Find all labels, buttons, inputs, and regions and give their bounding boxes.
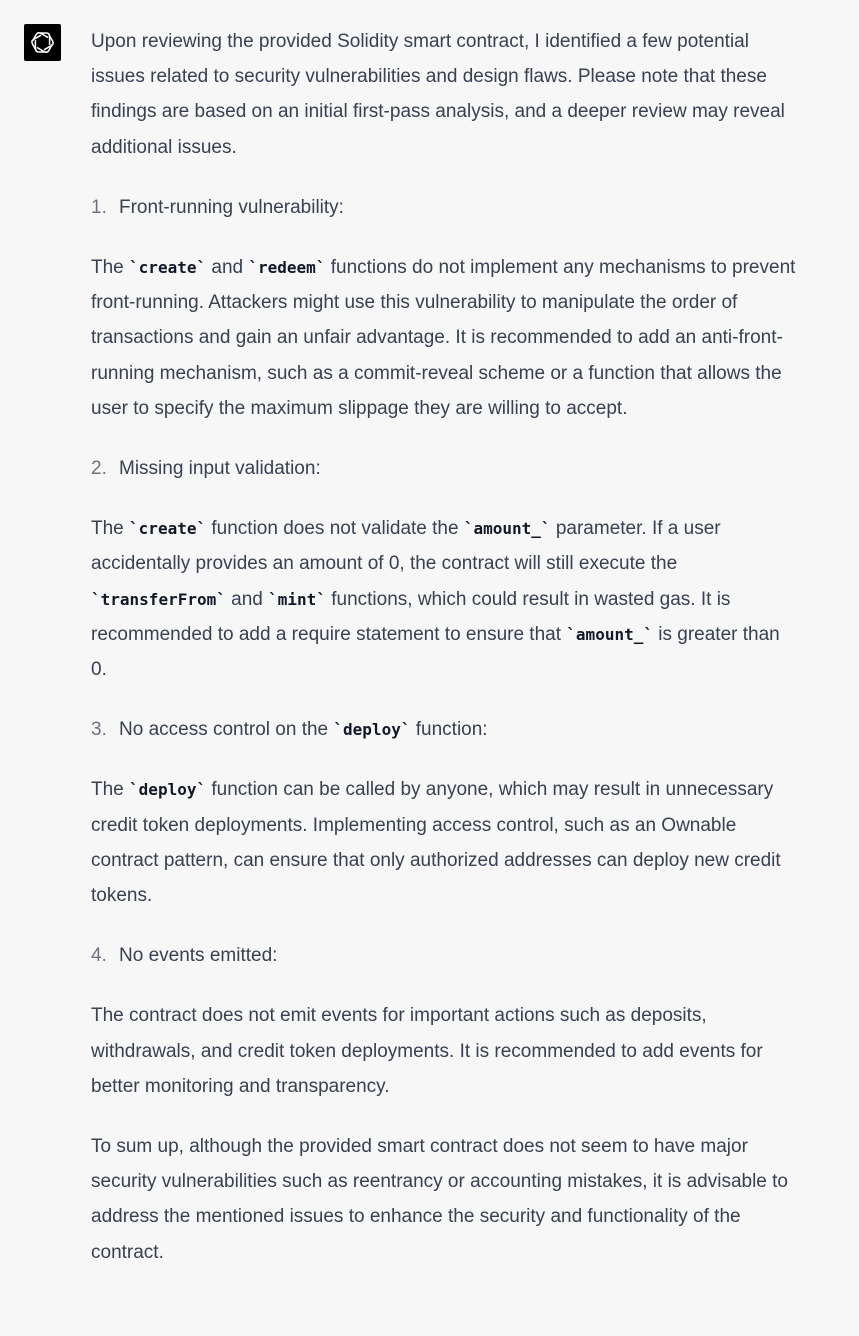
list-number: 2. bbox=[91, 458, 107, 480]
item-paragraph: The contract does not emit events for important actions such as deposits, withdrawals, and credit token deployments. It is recommended to add events for better monitoring and transparency. bbox=[91, 1005, 763, 1097]
list-item bbox=[91, 712, 796, 747]
list-item bbox=[91, 190, 796, 225]
inline-code: ` create ` bbox=[129, 519, 206, 538]
inline-code: ` create ` bbox=[129, 258, 206, 277]
list-heading: Missing input validation: bbox=[119, 458, 321, 480]
list-heading: No access control on the ` deploy ` function: bbox=[119, 712, 488, 747]
intro-paragraph: Upon reviewing the provided Solidity smart contract, I identified a few potential issues related to security vulnerabilities and design flaws. Please note that these findings are based on an initial first-pass analysis, and a deeper review may reveal additional issues. bbox=[91, 31, 785, 158]
assistant-avatar bbox=[24, 24, 61, 61]
list-number: 4. bbox=[91, 945, 107, 967]
item-paragraph: The ` deploy ` function can be called by anyone, which may result in unnecessary credit token deployments. Implementing access control, such as an Ownable contract pattern, can ensure that only authorized addresses can deploy new credit tokens. bbox=[91, 772, 796, 913]
list-heading: Front-running vulnerability: bbox=[119, 196, 344, 218]
assistant-message bbox=[91, 24, 796, 1270]
list-item bbox=[91, 451, 796, 486]
inline-code: ` mint ` bbox=[268, 590, 326, 609]
inline-code: ` amount_ ` bbox=[566, 625, 653, 644]
inline-code: ` redeem ` bbox=[248, 258, 325, 277]
inline-code: ` transferFrom ` bbox=[91, 590, 226, 609]
list-item bbox=[91, 938, 796, 973]
list-heading: No events emitted: bbox=[119, 945, 278, 967]
conclusion-paragraph: To sum up, although the provided smart contract does not seem to have major security vulnerabilities such as reentrancy or accounting mistakes, it is advisable to address the mentioned issues to enhance the security and functionality of the contract. bbox=[91, 1136, 788, 1263]
inline-code: ` amount_ ` bbox=[464, 519, 551, 538]
openai-logo-icon bbox=[29, 29, 56, 56]
item-paragraph: The ` create ` function does not validate the ` amount_ ` parameter. If a user accidentally provides an amount of 0, the contract will still execute the ` transferFrom ` and ` mint ` functions, which could result in wasted gas. It is recommended to add a require statement to ensure that ` amount_ ` is greater than 0. bbox=[91, 511, 796, 687]
inline-code: ` deploy ` bbox=[333, 720, 410, 739]
item-paragraph: The ` create ` and ` redeem ` functions do not implement any mechanisms to prevent front-running. Attackers might use this vulnerability to manipulate the order of transactions and gain an unfair advantage. It is recommended to add an anti-front-running mechanism, such as a commit-reveal scheme or a function that allows the user to specify the maximum slippage they are willing to accept. bbox=[91, 250, 796, 426]
inline-code: ` deploy ` bbox=[129, 780, 206, 799]
list-number: 1. bbox=[91, 196, 107, 218]
list-number: 3. bbox=[91, 719, 107, 741]
